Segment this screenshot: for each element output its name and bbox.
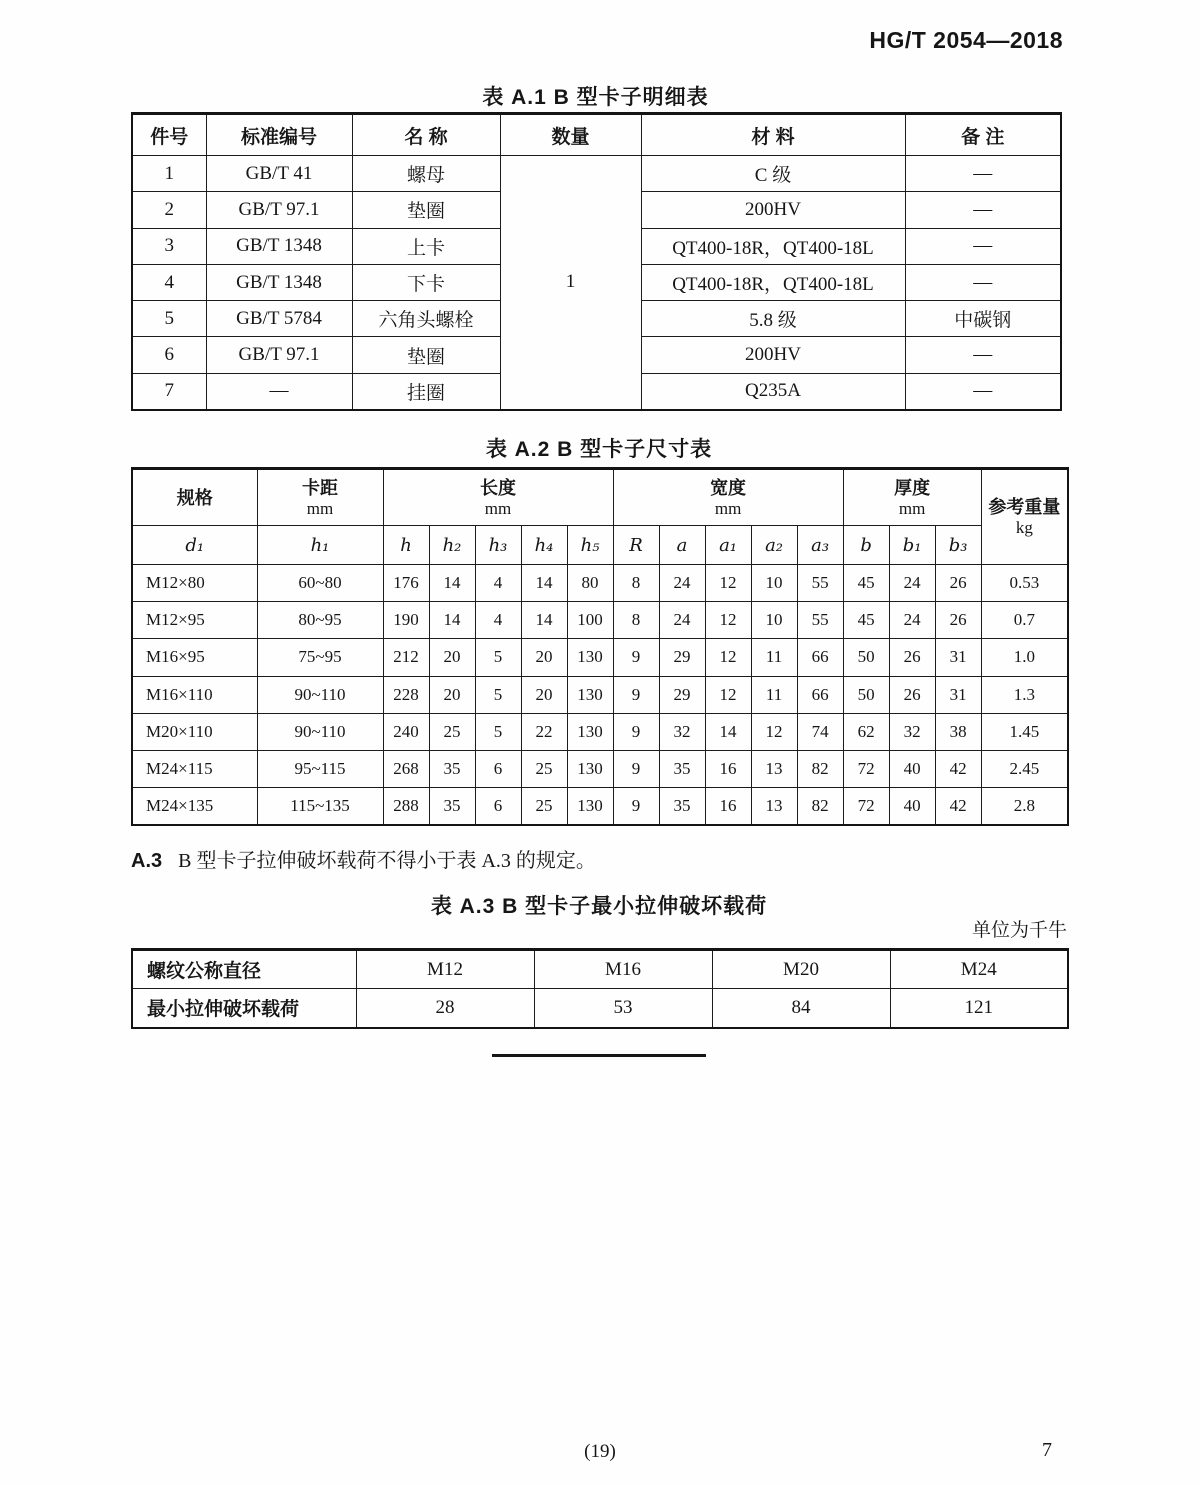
table-cell: 84 bbox=[712, 989, 890, 1028]
table-cell: 1.3 bbox=[981, 676, 1068, 713]
table-cell: GB/T 97.1 bbox=[206, 337, 352, 373]
column-header: 件号 bbox=[132, 114, 206, 156]
table-cell: 35 bbox=[659, 788, 705, 825]
table-cell: — bbox=[905, 264, 1061, 300]
column-header: M24 bbox=[890, 950, 1068, 989]
table-cell: — bbox=[905, 192, 1061, 228]
table-cell: 11 bbox=[751, 639, 797, 676]
table-cell: 228 bbox=[383, 676, 429, 713]
column-header: 材 料 bbox=[641, 114, 905, 156]
variable-header: b bbox=[843, 526, 889, 565]
table-cell: 130 bbox=[567, 788, 613, 825]
table-cell: — bbox=[905, 337, 1061, 373]
group-label: 参考重量 bbox=[988, 497, 1061, 517]
table-cell: 10 bbox=[751, 565, 797, 602]
table-cell: 35 bbox=[659, 750, 705, 787]
table-cell: GB/T 97.1 bbox=[206, 192, 352, 228]
column-header: M12 bbox=[356, 950, 534, 989]
table-row bbox=[132, 788, 1068, 825]
table-cell: 14 bbox=[521, 565, 567, 602]
table-cell: 12 bbox=[705, 565, 751, 602]
table-cell: GB/T 41 bbox=[206, 156, 352, 192]
table-cell: 45 bbox=[843, 565, 889, 602]
table-cell: 176 bbox=[383, 565, 429, 602]
table-cell: 31 bbox=[935, 639, 981, 676]
table-cell: 268 bbox=[383, 750, 429, 787]
table-cell: 130 bbox=[567, 676, 613, 713]
table-cell: 中碳钢 bbox=[905, 301, 1061, 337]
group-unit: mm bbox=[714, 498, 742, 518]
table-cell: — bbox=[905, 228, 1061, 264]
variable-header: h₃ bbox=[475, 526, 521, 565]
table-cell: 82 bbox=[797, 750, 843, 787]
column-header bbox=[257, 469, 383, 526]
table-cell: 26 bbox=[935, 565, 981, 602]
table-cell: 200HV bbox=[641, 337, 905, 373]
table-cell: 115~135 bbox=[257, 788, 383, 825]
column-header: M16 bbox=[534, 950, 712, 989]
group-unit: kg bbox=[1015, 518, 1033, 537]
group-label: 长度 bbox=[480, 477, 517, 498]
table-cell: 4 bbox=[132, 264, 206, 300]
table-cell: GB/T 1348 bbox=[206, 264, 352, 300]
column-header bbox=[843, 469, 981, 526]
variable-header: h₄ bbox=[521, 526, 567, 565]
row-label: 螺纹公称直径 bbox=[132, 950, 356, 989]
table-cell: 62 bbox=[843, 713, 889, 750]
table-cell: 212 bbox=[383, 639, 429, 676]
table-cell: 95~115 bbox=[257, 750, 383, 787]
a3-value-row bbox=[132, 989, 1068, 1028]
group-label: 宽度 bbox=[710, 477, 747, 498]
column-header: 名 称 bbox=[352, 114, 500, 156]
table-cell: M24×135 bbox=[132, 788, 257, 825]
table-cell: 42 bbox=[935, 788, 981, 825]
table-a1-title: 表 A.1 B 型卡子明细表 bbox=[482, 86, 709, 109]
table-cell: 上卡 bbox=[352, 228, 500, 264]
table-cell: 32 bbox=[889, 713, 935, 750]
table-cell: 5 bbox=[475, 713, 521, 750]
table-cell: 82 bbox=[797, 788, 843, 825]
table-cell: 121 bbox=[890, 989, 1068, 1028]
table-cell: 9 bbox=[613, 750, 659, 787]
table-cell: 12 bbox=[705, 639, 751, 676]
document-end-rule bbox=[492, 1054, 706, 1057]
column-header bbox=[981, 469, 1068, 565]
table-cell: 垫圈 bbox=[352, 192, 500, 228]
table-cell: 5.8 级 bbox=[641, 301, 905, 337]
table-cell: 1.45 bbox=[981, 713, 1068, 750]
table-cell: 200HV bbox=[641, 192, 905, 228]
table-cell: QT400-18R，QT400-18L bbox=[641, 228, 905, 264]
table-cell: 50 bbox=[843, 676, 889, 713]
column-header bbox=[613, 469, 843, 526]
variable-header: h₂ bbox=[429, 526, 475, 565]
table-cell: 55 bbox=[797, 602, 843, 639]
table-cell: 53 bbox=[534, 989, 712, 1028]
variable-header: a₂ bbox=[751, 526, 797, 565]
table-cell: 130 bbox=[567, 639, 613, 676]
table-row bbox=[132, 713, 1068, 750]
table-row bbox=[132, 676, 1068, 713]
table-cell: 9 bbox=[613, 788, 659, 825]
group-unit: mm bbox=[306, 498, 334, 518]
table-cell: 130 bbox=[567, 750, 613, 787]
table-cell: 11 bbox=[751, 676, 797, 713]
column-header: 数量 bbox=[500, 114, 641, 156]
table-cell: 90~110 bbox=[257, 676, 383, 713]
table-cell: 20 bbox=[429, 639, 475, 676]
table-cell: — bbox=[905, 156, 1061, 192]
table-cell: 80~95 bbox=[257, 602, 383, 639]
table-cell: 60~80 bbox=[257, 565, 383, 602]
table-cell: 29 bbox=[659, 639, 705, 676]
clause-a3-text: B 型卡子拉伸破坏载荷不得小于表 A.3 的规定。 bbox=[178, 850, 596, 872]
group-label: 卡距 bbox=[302, 477, 338, 498]
table-cell: 14 bbox=[429, 602, 475, 639]
table-cell: 5 bbox=[475, 676, 521, 713]
table-a3-title: 表 A.3 B 型卡子最小拉伸破坏载荷 bbox=[430, 895, 768, 918]
table-cell: 5 bbox=[475, 639, 521, 676]
table-cell: 8 bbox=[613, 602, 659, 639]
table-row bbox=[132, 639, 1068, 676]
table-cell: 12 bbox=[751, 713, 797, 750]
table-cell: M16×95 bbox=[132, 639, 257, 676]
table-cell: 6 bbox=[475, 750, 521, 787]
table-row bbox=[132, 750, 1068, 787]
table-cell: 6 bbox=[132, 337, 206, 373]
table-cell: 26 bbox=[889, 676, 935, 713]
table-cell: 25 bbox=[521, 750, 567, 787]
table-cell: QT400-18R，QT400-18L bbox=[641, 264, 905, 300]
variable-header: R bbox=[613, 526, 659, 565]
table-cell: 42 bbox=[935, 750, 981, 787]
table-cell: M20×110 bbox=[132, 713, 257, 750]
table-cell: 190 bbox=[383, 602, 429, 639]
table-cell: 20 bbox=[521, 639, 567, 676]
table-row bbox=[132, 565, 1068, 602]
table-cell: 38 bbox=[935, 713, 981, 750]
table-cell: 0.7 bbox=[981, 602, 1068, 639]
table-cell: 72 bbox=[843, 750, 889, 787]
column-header: 标准编号 bbox=[206, 114, 352, 156]
table-cell: 45 bbox=[843, 602, 889, 639]
table-cell: 12 bbox=[705, 602, 751, 639]
table-cell: 9 bbox=[613, 713, 659, 750]
table-cell: 29 bbox=[659, 676, 705, 713]
table-cell: 75~95 bbox=[257, 639, 383, 676]
table-cell: 6 bbox=[475, 788, 521, 825]
table-cell: 24 bbox=[659, 602, 705, 639]
table-cell: 14 bbox=[705, 713, 751, 750]
variable-header: a₃ bbox=[797, 526, 843, 565]
table-cell: 240 bbox=[383, 713, 429, 750]
table-cell: GB/T 5784 bbox=[206, 301, 352, 337]
column-header bbox=[383, 469, 613, 526]
table-cell: 40 bbox=[889, 788, 935, 825]
table-cell: 66 bbox=[797, 639, 843, 676]
table-cell: 16 bbox=[705, 750, 751, 787]
table-cell: 4 bbox=[475, 565, 521, 602]
table-cell: M12×80 bbox=[132, 565, 257, 602]
table-cell: 74 bbox=[797, 713, 843, 750]
table-cell: 25 bbox=[429, 713, 475, 750]
table-cell: 2 bbox=[132, 192, 206, 228]
table-cell: 1.0 bbox=[981, 639, 1068, 676]
a2-variable-header-row bbox=[132, 526, 1068, 565]
table-cell: 32 bbox=[659, 713, 705, 750]
table-cell: 55 bbox=[797, 565, 843, 602]
table-cell: Q235A bbox=[641, 373, 905, 409]
table-cell: 24 bbox=[889, 565, 935, 602]
table-a3 bbox=[131, 948, 1069, 1029]
table-cell: M12×95 bbox=[132, 602, 257, 639]
table-a2-title: 表 A.2 B 型卡子尺寸表 bbox=[485, 438, 713, 461]
table-cell: 3 bbox=[132, 228, 206, 264]
table-cell: — bbox=[206, 373, 352, 409]
variable-header: h₅ bbox=[567, 526, 613, 565]
variable-header: a₁ bbox=[705, 526, 751, 565]
table-cell: 14 bbox=[429, 565, 475, 602]
table-cell: C 级 bbox=[641, 156, 905, 192]
table-cell: 8 bbox=[613, 565, 659, 602]
table-cell: 螺母 bbox=[352, 156, 500, 192]
table-cell: — bbox=[905, 373, 1061, 409]
a2-group-header-row bbox=[132, 469, 1068, 526]
table-cell: 10 bbox=[751, 602, 797, 639]
table-cell: 2.8 bbox=[981, 788, 1068, 825]
table-cell: 72 bbox=[843, 788, 889, 825]
clause-a3 bbox=[131, 844, 596, 873]
table-cell: 垫圈 bbox=[352, 337, 500, 373]
table-row bbox=[132, 156, 1061, 192]
variable-header: a bbox=[659, 526, 705, 565]
table-cell: 20 bbox=[429, 676, 475, 713]
table-cell: 24 bbox=[889, 602, 935, 639]
column-header bbox=[132, 469, 257, 526]
standard-number: HG/T 2054—2018 bbox=[869, 27, 1063, 53]
table-cell: 5 bbox=[132, 301, 206, 337]
table-cell: 0.53 bbox=[981, 565, 1068, 602]
table-cell: 1 bbox=[132, 156, 206, 192]
table-cell: 4 bbox=[475, 602, 521, 639]
a3-header-row bbox=[132, 950, 1068, 989]
table-cell: 66 bbox=[797, 676, 843, 713]
table-cell: M16×110 bbox=[132, 676, 257, 713]
table-cell: 2.45 bbox=[981, 750, 1068, 787]
table-cell: 9 bbox=[613, 639, 659, 676]
table-cell: GB/T 1348 bbox=[206, 228, 352, 264]
table-cell: 9 bbox=[613, 676, 659, 713]
group-unit: mm bbox=[898, 498, 926, 518]
table-cell: 六角头螺栓 bbox=[352, 301, 500, 337]
table-cell: 80 bbox=[567, 565, 613, 602]
table-cell: 26 bbox=[889, 639, 935, 676]
table-cell: 31 bbox=[935, 676, 981, 713]
variable-header: b₃ bbox=[935, 526, 981, 565]
column-header: M20 bbox=[712, 950, 890, 989]
table-cell: 50 bbox=[843, 639, 889, 676]
column-header: 备 注 bbox=[905, 114, 1061, 156]
group-unit: mm bbox=[484, 498, 512, 518]
table-cell: 13 bbox=[751, 788, 797, 825]
variable-header: h bbox=[383, 526, 429, 565]
table-cell: 35 bbox=[429, 750, 475, 787]
table-cell: 25 bbox=[521, 788, 567, 825]
row-label: 最小拉伸破坏载荷 bbox=[132, 989, 356, 1028]
table-cell: 7 bbox=[132, 373, 206, 409]
unit-note: 单位为千牛 bbox=[971, 920, 1067, 941]
table-cell: 挂圈 bbox=[352, 373, 500, 409]
quantity-merged-cell: 1 bbox=[500, 156, 641, 410]
variable-header: b₁ bbox=[889, 526, 935, 565]
table-cell: 24 bbox=[659, 565, 705, 602]
variable-header: d₁ bbox=[132, 526, 257, 565]
table-cell: 14 bbox=[521, 602, 567, 639]
table-a2 bbox=[131, 467, 1069, 826]
table-cell: 40 bbox=[889, 750, 935, 787]
table-a1 bbox=[131, 112, 1062, 411]
footer-sheet-number: (19) bbox=[584, 1441, 616, 1462]
footer-page-number: 7 bbox=[1042, 1439, 1052, 1461]
table-row bbox=[132, 602, 1068, 639]
variable-header: h₁ bbox=[257, 526, 383, 565]
table-cell: 90~110 bbox=[257, 713, 383, 750]
table-cell: M24×115 bbox=[132, 750, 257, 787]
a1-header-row bbox=[132, 114, 1061, 156]
table-cell: 35 bbox=[429, 788, 475, 825]
clause-a3-number: A.3 bbox=[131, 850, 163, 872]
table-cell: 下卡 bbox=[352, 264, 500, 300]
table-cell: 26 bbox=[935, 602, 981, 639]
group-label: 厚度 bbox=[894, 477, 931, 498]
table-cell: 100 bbox=[567, 602, 613, 639]
table-cell: 288 bbox=[383, 788, 429, 825]
table-cell: 13 bbox=[751, 750, 797, 787]
table-cell: 12 bbox=[705, 676, 751, 713]
group-label: 规格 bbox=[176, 487, 213, 508]
table-cell: 22 bbox=[521, 713, 567, 750]
table-cell: 20 bbox=[521, 676, 567, 713]
table-cell: 28 bbox=[356, 989, 534, 1028]
table-cell: 16 bbox=[705, 788, 751, 825]
table-cell: 130 bbox=[567, 713, 613, 750]
